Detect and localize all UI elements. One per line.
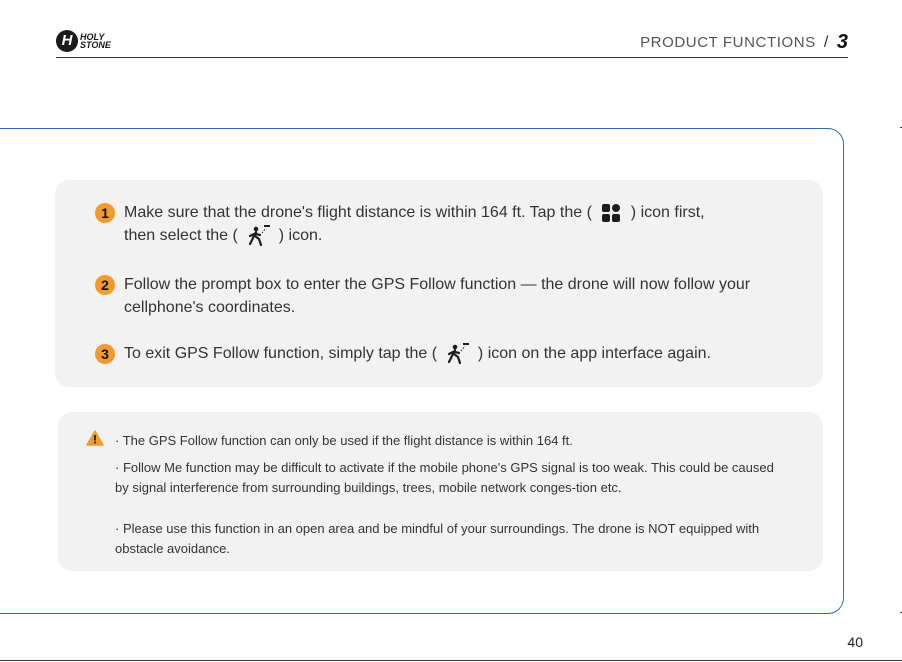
step-1-line2-end: icon. bbox=[288, 227, 323, 245]
notes-panel bbox=[58, 412, 823, 571]
logo-line-1: HOLY bbox=[80, 32, 105, 42]
step-1-badge: 1 bbox=[95, 203, 115, 223]
footer-divider bbox=[0, 660, 902, 661]
logo-wordmark bbox=[80, 33, 111, 49]
note-2: · Follow Me function may be difficult to activate if the mobile phone's GPS signal is too weak. This could be caused by signal interference from surrounding buildings, trees, mobile network conges-tion etc. bbox=[115, 460, 774, 495]
section-header bbox=[640, 31, 848, 54]
note-1: · The GPS Follow function can only be used if the flight distance is within 164 ft. bbox=[115, 433, 573, 448]
header-divider bbox=[56, 57, 848, 58]
step-3-end: icon on the app interface again. bbox=[487, 345, 711, 363]
grid-menu-icon bbox=[602, 204, 620, 222]
chapter-number: 3 bbox=[836, 31, 848, 53]
warning-icon bbox=[86, 430, 104, 446]
step-3-start: To exit GPS Follow function, simply tap the bbox=[124, 345, 428, 363]
logo-line-2: STONE bbox=[80, 40, 111, 50]
step-2-badge: 2 bbox=[95, 275, 115, 295]
gps-follow-icon bbox=[245, 224, 271, 248]
step-1-text: Make sure that the drone's flight distance is within 164 ft. Tap the ( ) icon first, then select the ( ) icon. bbox=[124, 201, 793, 248]
step-3 bbox=[95, 342, 793, 366]
step-3-text: To exit GPS Follow function, simply tap the ( ) icon on the app interface again. bbox=[124, 342, 793, 366]
step-3-badge: 3 bbox=[95, 344, 115, 364]
steps-panel bbox=[55, 180, 823, 387]
step-1-line2-start: then select the bbox=[124, 227, 229, 245]
page-number: 40 bbox=[847, 634, 863, 650]
step-1 bbox=[95, 201, 793, 248]
step-2-text: Follow the prompt box to enter the GPS Follow function — the drone will now follow your cellphone's coordinates. bbox=[124, 276, 751, 316]
gps-follow-icon bbox=[444, 342, 470, 366]
section-title: PRODUCT FUNCTIONS bbox=[640, 34, 816, 51]
step-1-line1-start: Make sure that the drone's flight distance is within 164 ft. Tap the bbox=[124, 204, 583, 221]
note-3: · Please use this function in an open area and be mindful of your surroundings. The drone is NOT equipped with obstacle avoidance. bbox=[115, 521, 760, 556]
brand-logo bbox=[56, 30, 111, 52]
step-1-line1-end: icon first, bbox=[640, 204, 705, 221]
header-slash: / bbox=[823, 33, 829, 51]
logo-mark: H bbox=[56, 30, 78, 52]
step-2 bbox=[95, 273, 793, 319]
